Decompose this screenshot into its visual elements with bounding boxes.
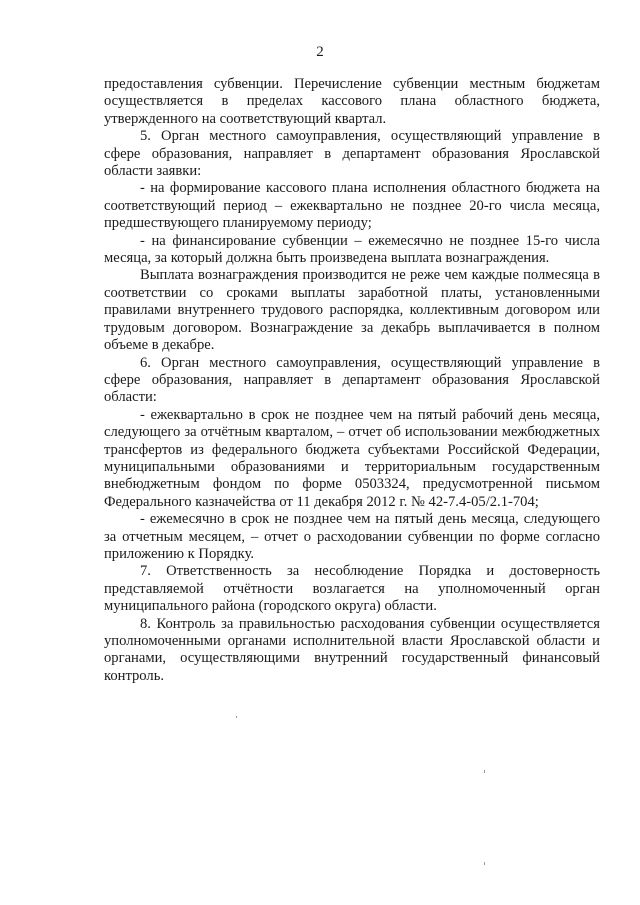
paragraph-5: 5. Орган местного самоуправления, осуществляющий управление в сфере образования, направляет в департамент образования Ярославской области заявки:: [104, 128, 600, 180]
page-number: 2: [316, 44, 324, 60]
paragraph-payment: Выплата вознаграждения производится не реже чем каждые полмесяца в соответствии со сроками выплаты заработной платы, установленными правилами внутреннего трудового распорядка, коллективным договором или трудовым договором. Вознаграждение за декабрь выплачивается в полном объеме в декабре.: [104, 267, 600, 354]
paragraph-6: 6. Орган местного самоуправления, осуществляющий управление в сфере образования, направляет в департамент образования Ярославской области:: [104, 354, 600, 406]
paragraph-5-financing: - на финансирование субвенции – ежемесячно не позднее 15-го числа месяца, за который должна быть произведена выплата вознаграждения.: [104, 232, 600, 267]
paragraph-8: 8. Контроль за правильностью расходования субвенции осуществляется уполномоченными органами исполнительной власти Ярославской области и органами, осуществляющими внутренний государственный финансовый контроль.: [104, 615, 600, 684]
document-body: [104, 76, 600, 685]
scan-speck: [484, 862, 485, 865]
paragraph-6-monthly: - ежемесячно в срок не позднее чем на пятый день месяца, следующего за отчетным месяцем, – отчет о расходовании субвенции по форме согласно приложению к Порядку.: [104, 511, 600, 562]
scan-speck: [236, 716, 237, 718]
scan-speck: [484, 770, 485, 773]
paragraph-6-quarterly: - ежеквартально в срок не позднее чем на пятый рабочий день месяца, следующего за отчётным кварталом, – отчет об использовании межбюджетных трансфертов из федерального бюджета субъектами Российской Федерации, муниципальными образованиями и территориальным государственным внебюджетным фондом по форме 0503324, предусмотренной письмом Федерального казначейства от 11 декабря 2012 г. № 42-7.4-05/2.1-704;: [104, 406, 600, 510]
paragraph-1: предоставления субвенции. Перечисление субвенции местным бюджетам осуществляется в пределах кассового плана областного бюджета, утвержденного на соответствующий квартал.: [104, 76, 600, 127]
paragraph-5-cash-plan: - на формирование кассового плана исполнения областного бюджета на соответствующий период – ежеквартально не позднее 20-го числа месяца, предшествующего планируемому периоду;: [104, 180, 600, 232]
paragraph-7: 7. Ответственность за несоблюдение Порядка и достоверность представляемой отчётности возлагается на уполномоченный орган муниципального района (городского округа) области.: [104, 563, 600, 615]
